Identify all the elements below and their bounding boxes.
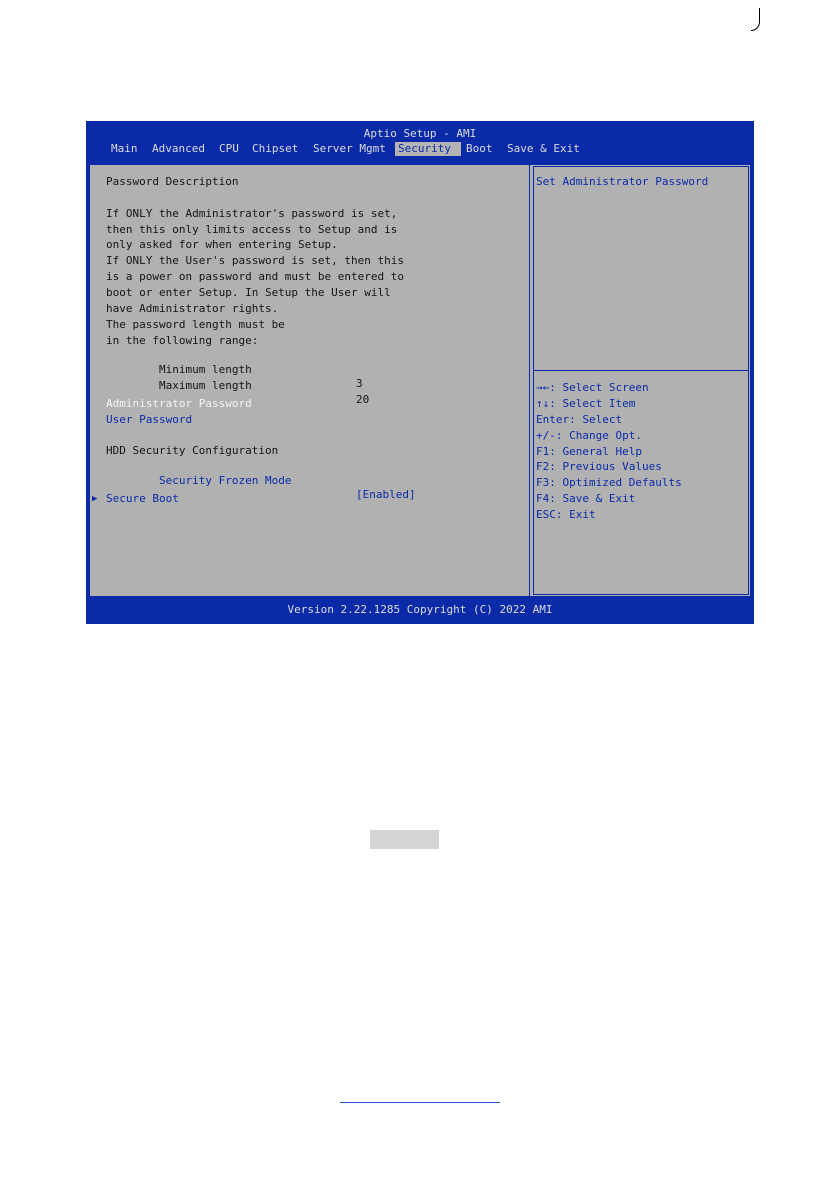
description-line: only asked for when entering Setup. (106, 238, 338, 251)
description-line: have Administrator rights. (106, 302, 279, 315)
tab-advanced[interactable]: Advanced (152, 142, 205, 155)
tab-main[interactable]: Main (111, 142, 138, 155)
minimum-length-label: Minimum length (158, 363, 252, 376)
user-password-item[interactable]: User Password (106, 413, 193, 426)
tab-boot[interactable]: Boot (466, 142, 493, 155)
key-help-save-exit: F4: Save & Exit (536, 492, 636, 505)
redacted-block (370, 830, 439, 849)
submenu-arrow-icon: ▶ (92, 494, 98, 504)
security-frozen-mode-value: [Enabled] (356, 488, 416, 501)
description-line: is a power on password and must be entered to (106, 270, 405, 283)
tab-cpu[interactable]: CPU (219, 142, 239, 155)
key-help-change-opt: +/-: Change Opt. (536, 429, 642, 442)
password-description-heading: Password Description (106, 175, 239, 188)
footer-link-underline[interactable] (340, 1102, 500, 1103)
key-help-select-item: ↑↓: Select Item (536, 397, 636, 410)
key-help-enter: Enter: Select (536, 413, 623, 426)
key-help-previous-values: F2: Previous Values (536, 460, 662, 473)
bios-title: Aptio Setup - AMI (363, 127, 477, 140)
help-pane (532, 165, 750, 596)
administrator-password-item[interactable]: Administrator Password (106, 397, 252, 410)
maximum-length-label: Maximum length (158, 379, 252, 392)
security-frozen-mode-label: Security Frozen Mode (158, 474, 292, 487)
description-line: If ONLY the Administrator's password is set, (106, 207, 398, 220)
version-bar: Version 2.22.1285 Copyright (C) 2022 AMI (287, 603, 553, 616)
tab-server-mgmt[interactable]: Server Mgmt (313, 142, 386, 155)
tab-security[interactable]: Security (395, 142, 461, 156)
tab-chipset[interactable]: Chipset (252, 142, 299, 155)
secure-boot-item[interactable]: Secure Boot (106, 492, 179, 505)
description-line: boot or enter Setup. In Setup the User will (106, 286, 391, 299)
settings-pane (90, 165, 530, 596)
bios-setup-window (86, 121, 754, 624)
hdd-security-heading: HDD Security Configuration (106, 444, 279, 457)
key-help-general-help: F1: General Help (536, 445, 642, 458)
help-divider (534, 370, 748, 371)
description-line: The password length must be (106, 318, 285, 331)
description-line: then this only limits access to Setup and is (106, 223, 398, 236)
setup-screen (89, 164, 751, 597)
security-frozen-mode-item[interactable] (106, 460, 526, 516)
description-line: in the following range: (106, 334, 259, 347)
tab-save-exit[interactable]: Save & Exit (507, 142, 580, 155)
item-help-text: Set Administrator Password (536, 175, 709, 188)
key-help-optimized-defaults: F3: Optimized Defaults (536, 476, 682, 489)
key-help-exit: ESC: Exit (536, 508, 596, 521)
minimum-length-value: 3 (356, 377, 363, 390)
maximum-length-value: 20 (356, 393, 370, 406)
key-help-select-screen: →←: Select Screen (536, 381, 649, 394)
page-corner-mark (751, 8, 760, 31)
description-line: If ONLY the User's password is set, then this (106, 254, 405, 267)
menu-tabs (86, 142, 754, 156)
